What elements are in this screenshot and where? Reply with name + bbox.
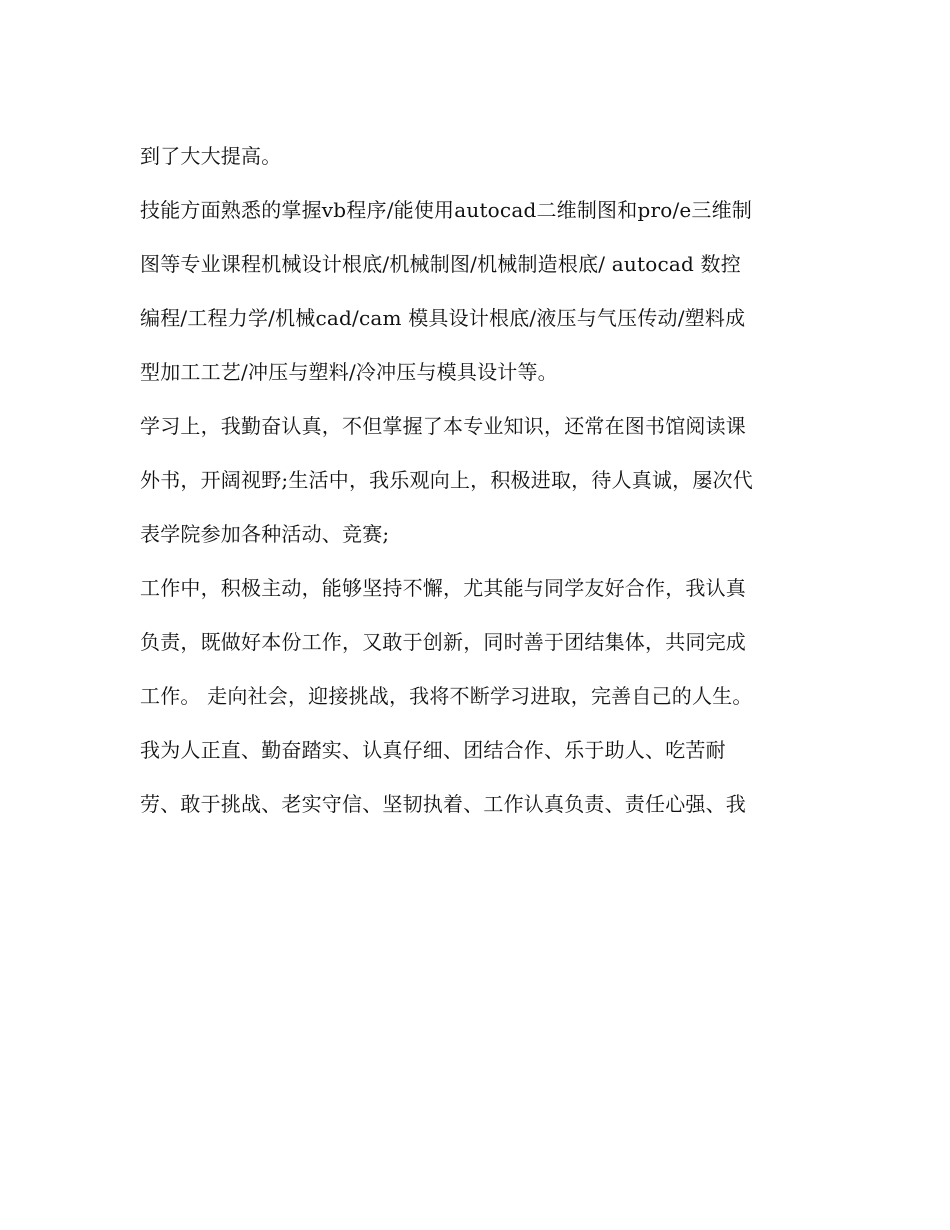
text-line: 我为人正直、勤奋踏实、认真仔细、团结合作、乐于助人、吃苦耐 — [140, 738, 726, 762]
text-line: 外书，开阔视野;生活中，我乐观向上，积极进取，待人真诚，屡次代 — [140, 468, 753, 492]
text-line: 劳、敢于挑战、老实守信、坚韧执着、工作认真负责、责任心强、我 — [140, 792, 746, 816]
text-line: 图等专业课程机械设计根底/机械制图/机械制造根底/ autocad 数控 — [140, 252, 741, 276]
text-line: 到了大大提高。 — [140, 144, 282, 168]
text-line: 技能方面熟悉的掌握vb程序/能使用autocad二维制图和pro/e三维制 — [140, 198, 753, 222]
document-body — [140, 132, 820, 834]
text-line: 表学院参加各种活动、竞赛; — [140, 522, 390, 546]
text-line: 型加工工艺/冲压与塑料/冷冲压与模具设计等。 — [140, 360, 558, 384]
text-line: 工作中，积极主动，能够坚持不懈，尤其能与同学友好合作，我认真 — [140, 576, 746, 600]
text-line: 工作。 走向社会，迎接挑战，我将不断学习进取，完善自己的人生。 — [140, 684, 753, 708]
text-line: 负责，既做好本份工作，又敢于创新，同时善于团结集体，共同完成 — [140, 630, 746, 654]
text-line: 编程/工程力学/机械cad/cam 模具设计根底/液压与气压传动/塑料成 — [140, 306, 746, 330]
text-line: 学习上，我勤奋认真，不但掌握了本专业知识，还常在图书馆阅读课 — [140, 414, 746, 438]
